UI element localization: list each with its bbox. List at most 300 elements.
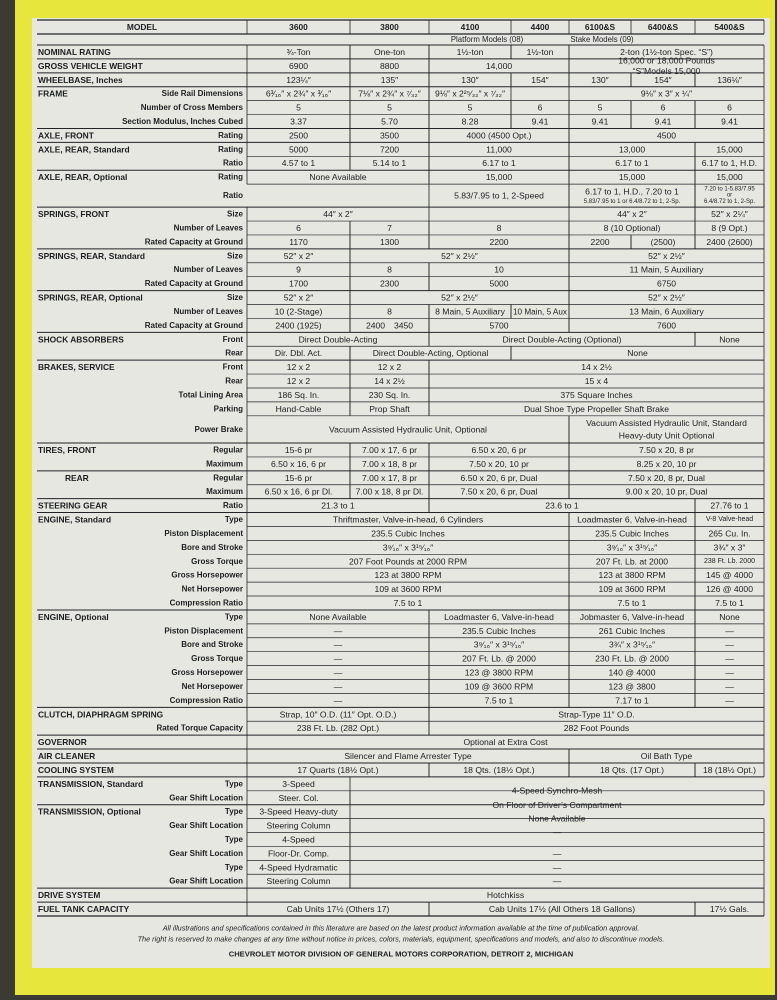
- spec-value: Oil Bath Type: [640, 751, 693, 762]
- spec-value: 4-Speed Synchro-Mesh: [511, 785, 603, 796]
- spec-value: —: [552, 827, 562, 838]
- spec-value: 6: [537, 102, 543, 113]
- header-model-5: 6400&S: [647, 22, 679, 32]
- footer-company-name: CHEVROLET MOTOR DIVISION OF GENERAL MOTORS CORPORATION, DETROIT 2, MICHIGAN: [228, 949, 574, 959]
- spec-label: Gross Horsepower: [171, 570, 243, 580]
- spec-value: 3⁹⁄₁₆″ x 3¹⁵⁄₁₆″: [473, 639, 525, 650]
- spec-value: 12 x 2: [286, 376, 311, 387]
- spec-value: 261 Cubic Inches: [598, 625, 666, 636]
- spec-value: 154″: [654, 74, 672, 85]
- spec-value: 15,000: [716, 144, 743, 155]
- spec-label: Maximum: [206, 459, 243, 469]
- header-model-1: 3800: [380, 22, 399, 32]
- spec-label: Rear: [225, 376, 243, 386]
- spec-value: 3¾″ x 3¹⁵⁄₁₆″: [608, 639, 656, 650]
- spec-value: or: [726, 192, 733, 199]
- spec-label: Number of Leaves: [173, 265, 243, 275]
- spec-value: 6.50 x 16, 6 pr Dl.: [264, 486, 333, 497]
- spec-value: 207 Foot Pounds at 2000 RPM: [348, 556, 468, 567]
- spec-value: 4.57 to 1: [281, 158, 316, 169]
- spec-value: 4500: [656, 130, 677, 141]
- spec-value: 15-6 pr: [284, 472, 313, 483]
- spec-value: 207 Ft. Lb. at 2000: [595, 556, 669, 567]
- spec-value: 109 at 3600 RPM: [374, 584, 442, 595]
- spec-label: Type: [224, 515, 243, 525]
- section-heading: TRANSMISSION, Standard: [38, 778, 144, 789]
- spec-value: 7.50 x 20, 8 pr, Dual: [628, 472, 705, 483]
- spec-value: 7.00 x 17, 8 pr: [362, 472, 417, 483]
- spec-value: 6750: [656, 278, 677, 289]
- section-heading: SHOCK ABSORBERS: [38, 334, 124, 345]
- spec-value: 9: [296, 264, 301, 275]
- spec-value: Heavy-duty Unit Optional: [618, 430, 715, 441]
- spec-label: Piston Displacement: [164, 528, 243, 538]
- spec-value: 7.50 x 20, 10 pr: [469, 458, 529, 469]
- spec-value: None: [719, 334, 740, 345]
- spec-value: 1170: [289, 236, 308, 247]
- spec-value: 4-Speed: [282, 834, 315, 845]
- spec-value: —: [333, 667, 343, 678]
- spec-value: Loadmaster 6, Valve-in-head: [444, 611, 554, 622]
- spec-value: On Floor of Driver’s Compartment: [492, 800, 622, 811]
- spec-value: 12 x 2: [286, 362, 311, 373]
- section-heading: FUEL TANK CAPACITY: [38, 904, 130, 915]
- spec-value: 8 (10 Optional): [603, 222, 661, 233]
- spec-value: 5700: [489, 320, 509, 331]
- spec-value: 52″ x 2″: [283, 292, 314, 303]
- spec-label: Parking: [213, 404, 243, 414]
- spec-value: 7.5 to 1: [393, 597, 423, 608]
- spec-value: Direct Double-Acting: [298, 334, 378, 345]
- spec-value: 186 Sq. In.: [277, 389, 320, 400]
- spec-value: Prop Shaft: [369, 403, 410, 414]
- spec-value: 11,000: [486, 144, 512, 155]
- spec-value: 6.50 x 20, 6 pr: [471, 444, 527, 455]
- spec-value: 27.76 to 1: [710, 500, 749, 511]
- header-model-0: 3600: [289, 22, 308, 32]
- spec-value: 5: [597, 102, 603, 113]
- spec-value: 15,000: [485, 172, 513, 183]
- spec-label: Type: [224, 612, 243, 622]
- spec-value: 44″ x 2″: [617, 209, 647, 220]
- spec-value: 7.50 x 20, 8 pr: [639, 444, 694, 455]
- spec-value: 6.4/8.72 to 1, 2-Sp.: [703, 198, 756, 205]
- spec-value: 5000: [288, 144, 309, 155]
- section-heading: GROSS VEHICLE WEIGHT: [38, 60, 143, 71]
- spec-label: Gear Shift Location: [169, 821, 243, 831]
- spec-value: 5.83/7.95 to 1, 2-Speed: [454, 190, 544, 201]
- section-heading: CLUTCH, DIAPHRAGM SPRING: [38, 709, 164, 720]
- spec-value: 8 (9 Opt.): [711, 222, 748, 233]
- spec-label: Net Horsepower: [181, 584, 243, 594]
- footer-disclaimer-line: The right is reserved to make changes at any time without notice in prices, colors, materials, equipment, specifications and models, and also to discontinue models.: [137, 934, 665, 944]
- spec-value: Optional at Extra Cost: [463, 737, 548, 748]
- spec-value: 18 (18½ Opt.): [702, 764, 757, 775]
- spec-value: —: [725, 639, 734, 650]
- spec-value: 52″ x 2″: [283, 250, 314, 261]
- spec-value: —: [552, 862, 562, 873]
- spec-value: 7200: [379, 144, 400, 155]
- spec-value: 6³⁄₁₆″ x 2¾″ x ³⁄₁₆″: [265, 88, 332, 99]
- spec-value: 6.50 x 20, 6 pr, Dual: [460, 472, 538, 483]
- spec-value: —: [333, 681, 343, 692]
- spec-value: 235.5 Cubic Inches: [371, 528, 445, 539]
- spec-value: —: [333, 653, 343, 664]
- spec-label: Compression Ratio: [169, 695, 243, 705]
- spec-value: 6.17 to 1, H.D., 7.20 to 1: [585, 186, 679, 197]
- spec-value: Jobmaster 6, Valve-in-head: [579, 611, 685, 622]
- spec-value: 9.00 x 20, 10 pr, Dual: [625, 486, 708, 497]
- spec-value: 6: [727, 102, 732, 113]
- spec-label: Rated Capacity at Ground: [144, 279, 243, 289]
- spec-value: 52″ x 2½″: [648, 250, 685, 261]
- section-heading: AXLE, REAR, Optional: [38, 172, 128, 183]
- spec-value: None Available: [309, 172, 367, 183]
- spec-label: Size: [226, 293, 243, 303]
- section-heading: BRAKES, SERVICE: [38, 362, 115, 373]
- spec-value: 135″: [380, 74, 399, 85]
- spec-value: 140 @ 4000: [608, 667, 656, 678]
- spec-value: 7.00 x 18, 8 pr: [362, 458, 417, 469]
- spec-value: 13 Main, 6 Auxiliary: [629, 306, 704, 317]
- spec-label: Number of Leaves: [173, 306, 243, 316]
- spec-value: 3⁹⁄₁₆″ x 3¹⁵⁄₁₆″: [382, 542, 434, 553]
- spec-value: 9.41: [721, 116, 738, 127]
- spec-label: Rated Capacity at Ground: [144, 320, 243, 330]
- spec-value: 7.17 to 1: [615, 695, 649, 706]
- spec-value: 11 Main, 5 Auxiliary: [629, 264, 704, 275]
- spec-value: Strap-Type 11″ O.D.: [558, 709, 635, 720]
- header-model-label: MODEL: [126, 22, 158, 32]
- spec-value: 1700: [288, 278, 309, 289]
- section-heading: ENGINE, Standard: [38, 514, 112, 525]
- spec-value: Strap, 10″ O.D. (11″ Opt. O.D.): [279, 709, 397, 720]
- spec-label: Number of Leaves: [173, 223, 243, 233]
- spec-value: 9.41: [531, 116, 549, 127]
- spec-value: 10: [494, 264, 504, 275]
- spec-value: 123¼″: [286, 74, 311, 85]
- spec-value: Thriftmaster, Valve-in-head, 6 Cylinders: [332, 514, 484, 525]
- spec-label: Gross Horsepower: [171, 668, 243, 678]
- spec-label: Maximum: [206, 487, 243, 497]
- spec-value: 207 Ft. Lb. @ 2000: [462, 653, 536, 664]
- spec-value: None Available: [528, 813, 586, 824]
- spec-value: 5.14 to 1: [372, 158, 407, 169]
- spec-label: Gross Torque: [191, 654, 243, 664]
- section-heading: STEERING GEAR: [38, 500, 108, 511]
- spec-value: 52″ x 2½″: [648, 292, 685, 303]
- spec-value: None: [719, 611, 740, 622]
- spec-label: Gear Shift Location: [169, 793, 243, 803]
- spec-value: 16,000 or 18,000 Pounds: [618, 55, 715, 66]
- spec-label: Net Horsepower: [181, 681, 243, 691]
- spec-value: 14 x 2½: [374, 376, 405, 387]
- spec-value: 2400: [365, 320, 386, 331]
- spec-value: 1½-ton: [456, 46, 484, 57]
- spec-label: Bore and Stroke: [181, 640, 243, 650]
- spec-value: 2200: [590, 236, 610, 247]
- spec-value: 145 @ 4000: [706, 570, 753, 581]
- spec-value: Steering Column: [266, 876, 331, 887]
- header-model-4: 6100&S: [584, 22, 616, 32]
- spec-label: Front: [222, 362, 243, 372]
- spec-value: 14 x 2½: [581, 362, 612, 373]
- spec-value: One-ton: [373, 46, 406, 57]
- header-model-2: 4100: [460, 22, 480, 32]
- spec-value: —: [333, 695, 343, 706]
- spec-label: Section Modulus, Inches Cubed: [122, 117, 243, 127]
- spec-value: 126 @ 4000: [706, 584, 753, 595]
- section-heading: FRAME: [38, 88, 68, 99]
- spec-value: —: [725, 667, 734, 678]
- spec-value: —: [725, 681, 734, 692]
- spec-value: 52″ x 2½″: [441, 292, 478, 303]
- spec-value: 6: [660, 102, 666, 113]
- spec-value: 14,000: [485, 60, 513, 71]
- stake-models-label: Stake Models (09): [570, 35, 634, 44]
- spec-value: 3-Speed Heavy-duty: [259, 806, 338, 817]
- spec-value: 5.70: [381, 116, 398, 127]
- spec-label: Regular: [213, 445, 243, 455]
- spec-value: Cab Units 17½ (Others 17): [286, 904, 390, 915]
- spec-value: 5.83/7.95 to 1 or 6.4/8.72 to 1, 2-Sp.: [583, 198, 681, 205]
- spec-value: 123 at 3800 RPM: [598, 570, 666, 581]
- spec-value: 52″ x 2½″: [441, 250, 478, 261]
- spec-value: 6900: [288, 60, 309, 71]
- spec-value: 8: [387, 264, 392, 275]
- spec-value: —: [725, 625, 734, 636]
- spec-value: 6.17 to 1, H.D.: [701, 158, 758, 169]
- spec-label: Piston Displacement: [164, 626, 243, 636]
- header-model-3: 4400: [530, 22, 550, 32]
- spec-value: 15,000: [716, 172, 743, 183]
- spec-value: 2400 (2600): [706, 236, 753, 247]
- spec-value: 7.00 x 18, 8 pr Dl.: [355, 486, 424, 497]
- spec-label: Gear Shift Location: [169, 848, 243, 858]
- spec-value: 6.17 to 1: [482, 158, 516, 169]
- spec-label: Rear: [225, 348, 243, 358]
- spec-value: “S”Models 15,000: [632, 66, 701, 77]
- spec-value: 23.6 to 1: [545, 500, 579, 511]
- spec-value: 9.41: [654, 116, 672, 127]
- spec-value: 5: [387, 102, 392, 113]
- spec-value: (2500): [650, 236, 676, 247]
- spec-value: 130″: [461, 74, 479, 85]
- spec-label: Compression Ratio: [169, 598, 243, 608]
- spec-value: Hand-Cable: [275, 403, 322, 414]
- spec-value: 18 Qts. (18½ Opt.): [463, 764, 535, 775]
- spec-sheet-paper: [32, 18, 770, 968]
- spec-value: 4-Speed Hydramatic: [259, 862, 338, 873]
- spec-value: 7600: [656, 320, 677, 331]
- spec-value: 44″ x 2″: [323, 209, 353, 220]
- spec-value: 3¾″ x 3″: [713, 542, 746, 553]
- spec-value: 130″: [591, 74, 609, 85]
- spec-value: 3450: [393, 320, 414, 331]
- spec-label: Size: [226, 209, 243, 219]
- spec-label: Gear Shift Location: [169, 876, 243, 886]
- spec-value: 123 at 3800 RPM: [374, 570, 442, 581]
- spec-label: Size: [226, 251, 243, 261]
- spec-value: 4000 (4500 Opt.): [466, 130, 532, 141]
- spec-value: 8 Main, 5 Auxiliary: [435, 306, 505, 317]
- spec-value: 230 Ft. Lb. @ 2000: [595, 653, 669, 664]
- spec-label: Regular: [213, 473, 243, 483]
- spec-value: 17½ Gals.: [709, 904, 750, 915]
- spec-value: 10 Main, 5 Aux: [513, 306, 568, 317]
- spec-label: Type: [224, 807, 243, 817]
- spec-label: Number of Cross Members: [140, 103, 243, 113]
- spec-value: Direct Double-Acting, Optional: [372, 348, 489, 359]
- spec-label: Rated Torque Capacity: [156, 723, 243, 733]
- spec-value: 15-6 pr: [284, 444, 313, 455]
- spec-label: Ratio: [223, 191, 243, 201]
- section-heading: TIRES, FRONT: [38, 444, 97, 455]
- spec-value: 7: [387, 222, 392, 233]
- spec-value: 6.17 to 1: [615, 158, 649, 169]
- spec-value: 18 Qts. (17 Opt.): [600, 764, 664, 775]
- spec-value: 13,000: [618, 144, 646, 155]
- spec-value: 2200: [489, 236, 509, 247]
- spec-value: 9⅛″ x 3″ x ¼″: [640, 88, 693, 99]
- spec-value: Dir. Dbl. Act.: [274, 348, 323, 359]
- section-heading: TRANSMISSION, Optional: [38, 806, 141, 817]
- section-heading: AXLE, FRONT: [38, 130, 94, 141]
- spec-value: 2-ton (1½-ton Spec. “S”): [620, 46, 713, 57]
- spec-value: Hotchkiss: [486, 890, 525, 901]
- spec-value: 3⁹⁄₁₆″ x 3¹⁵⁄₁₆″: [606, 542, 658, 553]
- spec-value: 109 @ 3600 RPM: [464, 681, 534, 692]
- spec-value: 123 @ 3800 RPM: [464, 667, 534, 678]
- spec-label: Total Lining Area: [178, 390, 243, 400]
- spec-value: 3.37: [290, 116, 307, 127]
- spec-value: 3500: [379, 130, 400, 141]
- spec-value: 238 Ft. Lb. (282 Opt.): [296, 723, 380, 734]
- spec-value: 7.00 x 17, 6 pr: [362, 444, 417, 455]
- spec-label: Bore and Stroke: [181, 542, 243, 552]
- spec-value: 235.5 Cubic Inches: [462, 625, 536, 636]
- spec-value: 8.28: [461, 116, 479, 127]
- spec-value: None Available: [309, 611, 367, 622]
- spec-value: —: [725, 695, 734, 706]
- spec-value: 7.5 to 1: [617, 597, 647, 608]
- spec-label: Rated Capacity at Ground: [144, 237, 243, 247]
- section-heading: AXLE, REAR, Standard: [38, 144, 130, 155]
- section-heading: COOLING SYSTEM: [38, 764, 114, 775]
- spec-value: 8: [387, 306, 392, 317]
- spec-value: V-8 Valve-head: [705, 516, 754, 524]
- section-heading: SPRINGS, REAR, Standard: [38, 250, 146, 261]
- spec-label: Front: [222, 334, 243, 344]
- spec-value: 1300: [379, 236, 400, 247]
- spec-value: Direct Double-Acting (Optional): [502, 334, 622, 345]
- spec-label: Gross Torque: [191, 556, 243, 566]
- platform-models-label: Platform Models (08): [450, 35, 524, 44]
- spec-value: 154″: [531, 74, 549, 85]
- spec-value: 238 Ft. Lb. 2000: [704, 557, 755, 565]
- spec-value: —: [333, 639, 343, 650]
- spec-label: Type: [224, 779, 243, 789]
- section-heading: SPRINGS, REAR, Optional: [38, 292, 143, 303]
- spec-value: 375 Square Inches: [560, 389, 633, 400]
- spec-label: Side Rail Dimensions: [161, 89, 243, 99]
- spec-value: 230 Sq. In.: [368, 389, 411, 400]
- section-heading: GOVERNOR: [38, 737, 87, 748]
- spec-value: 282 Foot Pounds: [563, 723, 630, 734]
- section-heading: DRIVE SYSTEM: [38, 890, 101, 901]
- spec-value: 1½-ton: [526, 46, 554, 57]
- spec-value: 8800: [379, 60, 400, 71]
- spec-value: Floor-Dr. Comp.: [267, 848, 330, 859]
- spec-label: Type: [224, 862, 243, 872]
- spec-value: 2400 (1925): [275, 320, 322, 331]
- spec-value: None: [627, 348, 648, 359]
- spec-value: —: [552, 876, 562, 887]
- section-heading: WHEELBASE, Inches: [38, 74, 123, 85]
- spec-value: Cab Units 17½ (All Others 18 Gallons): [488, 904, 636, 915]
- spec-value: Dual Shoe Type Propeller Shaft Brake: [523, 403, 670, 414]
- footer-disclaimer-line: All illustrations and specifications contained in this literature are based on the latest product information available at the time of publication approval.: [162, 923, 640, 933]
- spec-value: 10 (2-Stage): [274, 306, 323, 317]
- spec-value: 109 at 3600 RPM: [598, 584, 666, 595]
- spec-value: 7⅛″ x 2¾″ x ⁷⁄₃₂″: [358, 88, 421, 99]
- section-heading: REAR: [65, 472, 89, 483]
- spec-value: Steering Column: [266, 820, 331, 831]
- spec-value: 7.5 to 1: [484, 695, 514, 706]
- spec-value: 52″ x 2¼″: [711, 209, 748, 220]
- spec-label: Ratio: [223, 158, 243, 168]
- section-heading: ENGINE, Optional: [38, 611, 109, 622]
- spec-value: 9.41: [591, 116, 609, 127]
- spec-label: Ratio: [223, 501, 243, 511]
- spec-value: 2300: [379, 278, 400, 289]
- section-heading: AIR CLEANER: [38, 751, 96, 762]
- spec-value: 7.50 x 20, 6 pr, Dual: [460, 486, 538, 497]
- spec-value: 2500: [288, 130, 309, 141]
- specifications-table: [32, 18, 770, 968]
- spec-value: 5: [296, 102, 301, 113]
- spec-label: Rating: [218, 172, 243, 182]
- spec-value: —: [725, 653, 734, 664]
- spec-value: —: [333, 625, 343, 636]
- section-heading: NOMINAL RATING: [38, 46, 111, 57]
- spec-value: Loadmaster 6, Valve-in-head: [577, 514, 687, 525]
- spec-value: —: [552, 848, 562, 859]
- spec-value: 12 x 2: [377, 362, 402, 373]
- spec-value: 7.5 to 1: [715, 597, 744, 608]
- spec-value: 7.20 to 1-5.83/7.95: [704, 186, 755, 193]
- spec-value: 15,000: [618, 172, 646, 183]
- spec-value: 8: [496, 222, 502, 233]
- spec-label: Power Brake: [194, 424, 243, 434]
- spec-value: 17 Quarts (18½ Opt.): [297, 764, 379, 775]
- spec-value: 235.5 Cubic Inches: [595, 528, 669, 539]
- spec-value: ¾-Ton: [286, 46, 311, 57]
- spec-label: Rating: [218, 144, 243, 154]
- spec-value: 9⅛″ x 2²⁵⁄₃₂″ x ⁷⁄₃₂″: [434, 88, 506, 99]
- section-heading: SPRINGS, FRONT: [38, 209, 110, 220]
- spec-value: 123 @ 3800: [608, 681, 656, 692]
- spec-value: Vacuum Assisted Hydraulic Unit, Optional: [329, 424, 487, 435]
- spec-value: 6: [296, 222, 301, 233]
- brochure-sheet-border: [15, 0, 775, 995]
- spec-value: Vacuum Assisted Hydraulic Unit, Standard: [586, 418, 747, 429]
- spec-value: 5: [467, 102, 473, 113]
- header-model-6: 5400&S: [714, 22, 745, 32]
- spec-value: 8.25 x 20, 10 pr: [636, 458, 697, 469]
- spec-value: Silencer and Flame Arrester Type: [344, 751, 472, 762]
- spec-value: 6.50 x 16, 6 pr: [271, 458, 326, 469]
